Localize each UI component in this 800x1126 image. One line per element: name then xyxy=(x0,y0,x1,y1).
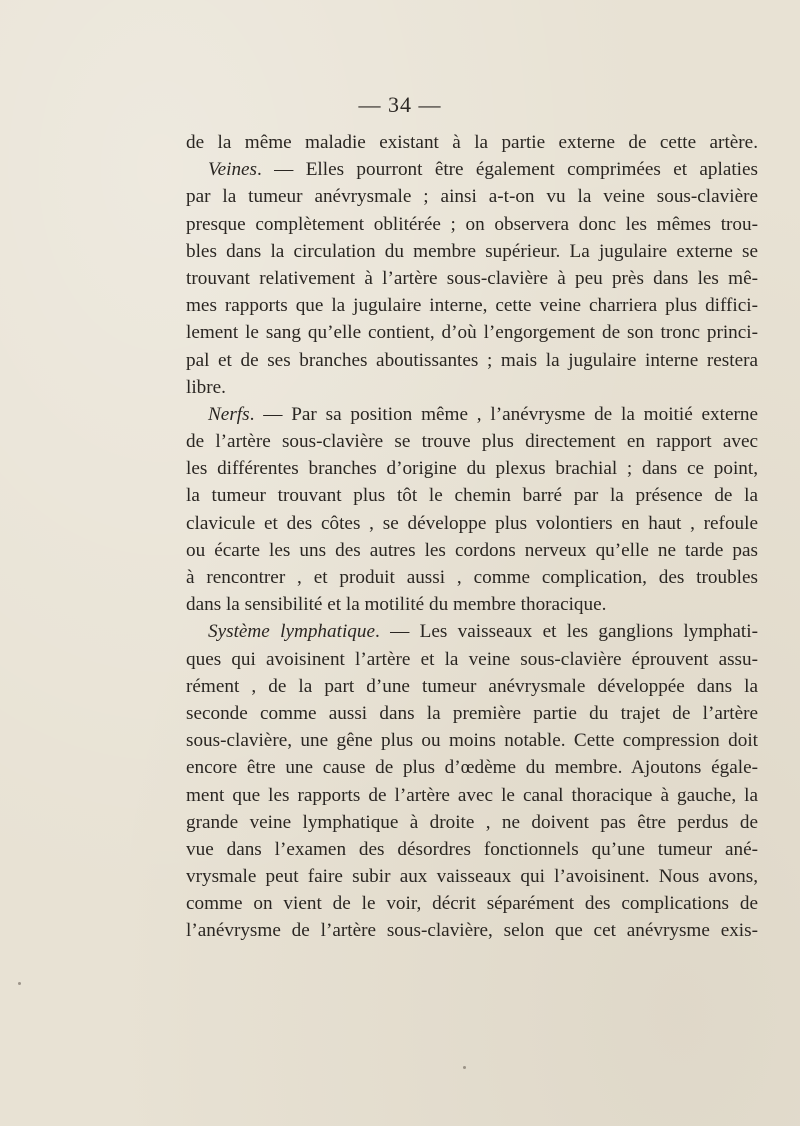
text-line xyxy=(186,727,758,754)
text-line xyxy=(186,374,758,401)
text-line xyxy=(186,428,758,455)
text-run: . — Elles pourront être également comprimées et aplaties xyxy=(257,159,758,181)
text-run: vrysmale peut faire subir aux vaisseaux qui l’avoisinent. Nous avons, xyxy=(186,866,758,888)
text-run: grande veine lymphatique à droite , ne doivent pas être perdus de xyxy=(186,811,758,833)
text-line xyxy=(186,129,758,156)
text-run: presque complètement oblitérée ; on observera donc les mêmes trou- xyxy=(186,213,758,235)
text-line xyxy=(186,211,758,238)
text-line xyxy=(186,455,758,482)
text-run: de la même maladie existant à la partie externe de cette artère. xyxy=(186,132,758,153)
text-line xyxy=(186,591,758,618)
text-line xyxy=(186,319,758,346)
section-heading: Veines xyxy=(208,159,258,181)
text-run: clavicule et des côtes , se développe plus volontiers en haut , refoule xyxy=(186,512,758,534)
text-line xyxy=(186,292,758,319)
text-run: pal et de ses branches aboutissantes ; mais la jugulaire interne restera xyxy=(186,349,758,371)
text-run: encore être une cause de plus d’œdème du membre. Ajoutons égale- xyxy=(186,757,758,779)
text-line xyxy=(186,564,758,591)
text-run: rément , de la part d’une tumeur anévrysmale développée dans la xyxy=(186,675,758,697)
text-run: les différentes branches d’origine du plexus brachial ; dans ce point, xyxy=(186,458,758,480)
text-run: ques qui avoisinent l’artère et la veine sous-clavière éprouvent assu- xyxy=(186,648,758,670)
paper-speck xyxy=(463,1066,466,1069)
text-run: l’anévrysme de l’artère sous-clavière, selon que cet anévrysme exis- xyxy=(186,920,758,942)
text-run: . — Par sa position même , l’anévrysme de la moitié externe xyxy=(249,403,758,425)
text-line xyxy=(186,482,758,509)
text-line xyxy=(186,673,758,700)
page-number: — 34 — xyxy=(358,92,442,117)
text-run: vue dans l’examen des désordres fonctionnels qu’une tumeur ané- xyxy=(186,838,758,860)
text-run: seconde comme aussi dans la première partie du trajet de l’artère xyxy=(186,702,758,724)
text-line xyxy=(186,347,758,374)
text-run: de l’artère sous-clavière se trouve plus directement en rapport avec xyxy=(186,431,758,453)
text-run: comme on vient de le voir, décrit séparément des complications de xyxy=(186,893,758,915)
section-heading: Système lymphatique xyxy=(208,621,375,643)
text-line xyxy=(186,700,758,727)
text-run: libre. xyxy=(186,376,226,398)
text-line xyxy=(186,890,758,917)
text-line xyxy=(186,618,758,645)
text-run: ou écarte les uns des autres les cordons nerveux qu’elle ne tarde pas xyxy=(186,539,758,561)
text-line xyxy=(186,510,758,537)
text-run: sous-clavière, une gêne plus ou moins notable. Cette compression doit xyxy=(186,730,758,752)
text-run: par la tumeur anévrysmale ; ainsi a-t-on vu la veine sous-clavière xyxy=(186,186,758,208)
text-run: . — Les vaisseaux et les ganglions lymphati- xyxy=(374,621,758,643)
text-line xyxy=(186,863,758,890)
text-run: ment que les rapports de l’artère avec le canal thoracique à gauche, la xyxy=(186,784,758,806)
text-line xyxy=(186,754,758,781)
text-line xyxy=(186,238,758,265)
text-line xyxy=(186,836,758,863)
text-run: trouvant relativement à l’artère sous-clavière à peu près dans les mê- xyxy=(186,267,758,289)
text-line xyxy=(186,183,758,210)
text-line xyxy=(186,401,758,428)
text-line xyxy=(186,646,758,673)
text-run: dans la sensibilité et la motilité du membre thoracique. xyxy=(186,594,607,616)
paper-speck xyxy=(18,982,21,985)
text-line xyxy=(186,917,758,944)
text-line xyxy=(186,265,758,292)
text-run: mes rapports que la jugulaire interne, cette veine charriera plus diffici- xyxy=(186,295,758,317)
text-line xyxy=(186,156,758,183)
text-run: la tumeur trouvant plus tôt le chemin barré par la présence de la xyxy=(186,485,758,507)
text-run: à rencontrer , et produit aussi , comme complication, des troubles xyxy=(186,567,758,588)
text-line xyxy=(186,782,758,809)
text-line xyxy=(186,809,758,836)
body-text xyxy=(186,129,758,945)
text-line xyxy=(186,537,758,564)
text-run: lement le sang qu’elle contient, d’où l’engorgement de son tronc princi- xyxy=(186,322,758,344)
text-run: bles dans la circulation du membre supérieur. La jugulaire externe se xyxy=(186,240,758,262)
section-heading: Nerfs xyxy=(208,403,250,425)
